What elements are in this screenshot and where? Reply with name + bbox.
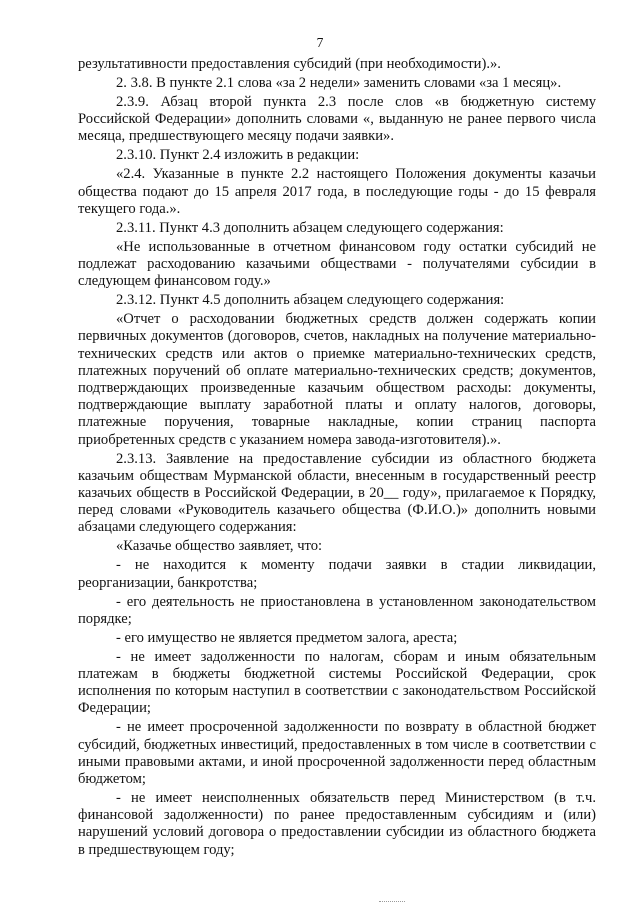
paragraph: 2.3.11. Пункт 4.3 дополнить абзацем следующего содержания: — [116, 219, 504, 236]
paragraph: 2.3.10. Пункт 2.4 изложить в редакции: — [116, 147, 360, 164]
paragraph: - не имеет неисполненных обязательств перед Министерством (в т.ч. финансовой задолженности) по ранее предоставленным субсидиям и (или) нарушений условий договора о предоставлении субсидии из областного бюджета в предшествующем году; — [78, 790, 596, 858]
paragraph: результативности предоставления субсидий (при необходимости).». — [78, 56, 501, 72]
paragraph: 2. 3.8. В пункте 2.1 слова «за 2 недели» заменить словами «за 1 месяц». — [116, 75, 562, 91]
paragraph: - его деятельность не приостановлена в установленном законодательством порядке; — [78, 593, 596, 627]
paragraph: «Не использованные в отчетном финансовом году остатки субсидий не подлежат расходованию казачьими обществами - получателями субсидии в следующем финансовом году.» — [78, 238, 596, 290]
document-body — [78, 56, 596, 859]
scan-mark — [379, 897, 405, 902]
paragraph: - его имущество не является предметом залога, ареста; — [116, 629, 458, 646]
paragraph: «2.4. Указанные в пункте 2.2 настоящего Положения документы казачьи общества подают до 15 апреля 2017 года, в последующие годы - до 15 февраля текущего года.». — [78, 166, 596, 217]
paragraph: 2.3.12. Пункт 4.5 дополнить абзацем следующего содержания: — [116, 292, 505, 309]
paragraph: - не находится к моменту подачи заявки в стадии ликвидации, реорганизации, банкротства; — [78, 557, 596, 591]
paragraph: 2.3.13. Заявление на предоставление субсидии из областного бюджета казачьим обществам Мурманской области, внесенным в государственный реестр казачьих обществ в Российской Федерации, в 20__ году», прилагаемое к Порядку, перед словами «Руководитель казачьего общества (Ф.И.О.)» дополнить новыми абзацами следующего содержания: — [78, 450, 596, 536]
paragraph: «Отчет о расходовании бюджетных средств должен содержать копии первичных документов (договоров, счетов, накладных на получение материально-технических средств или актов о приемке материально-технических средств, платежных поручений об оплате материально-технических средств; документов, подтверждающих произведенные казачьим обществом расходы: документы, подтверждающие выплату заработной платы и оплату налогов, договоры, платежные поручения, товарные накладные, копии страниц паспорта приобретенных средств с указанием номера завода-изготовителя).». — [78, 311, 596, 448]
page-number: 7 — [316, 35, 324, 50]
paragraph: «Казачье общество заявляет, что: — [116, 538, 323, 555]
paragraph: 2.3.9. Абзац второй пункта 2.3 после слов «в бюджетную систему Российской Федерации» дополнить словами «, выданную не ранее первого числа месяца, предшествующего месяцу подачи заявки». — [78, 94, 596, 145]
paragraph: - не имеет задолженности по налогам, сборам и иным обязательным платежам в бюджеты бюджетной системы Российской Федерации, срок исполнения по которым наступил в соответствии с законодательством Российской Федерации; — [78, 648, 596, 717]
paragraph: - не имеет просроченной задолженности по возврату в областной бюджет субсидий, бюджетных инвестиций, предоставленных в том числе в соответствии с иными правовыми актами, и иной просроченной задолженности перед областным бюджетом; — [78, 719, 596, 788]
